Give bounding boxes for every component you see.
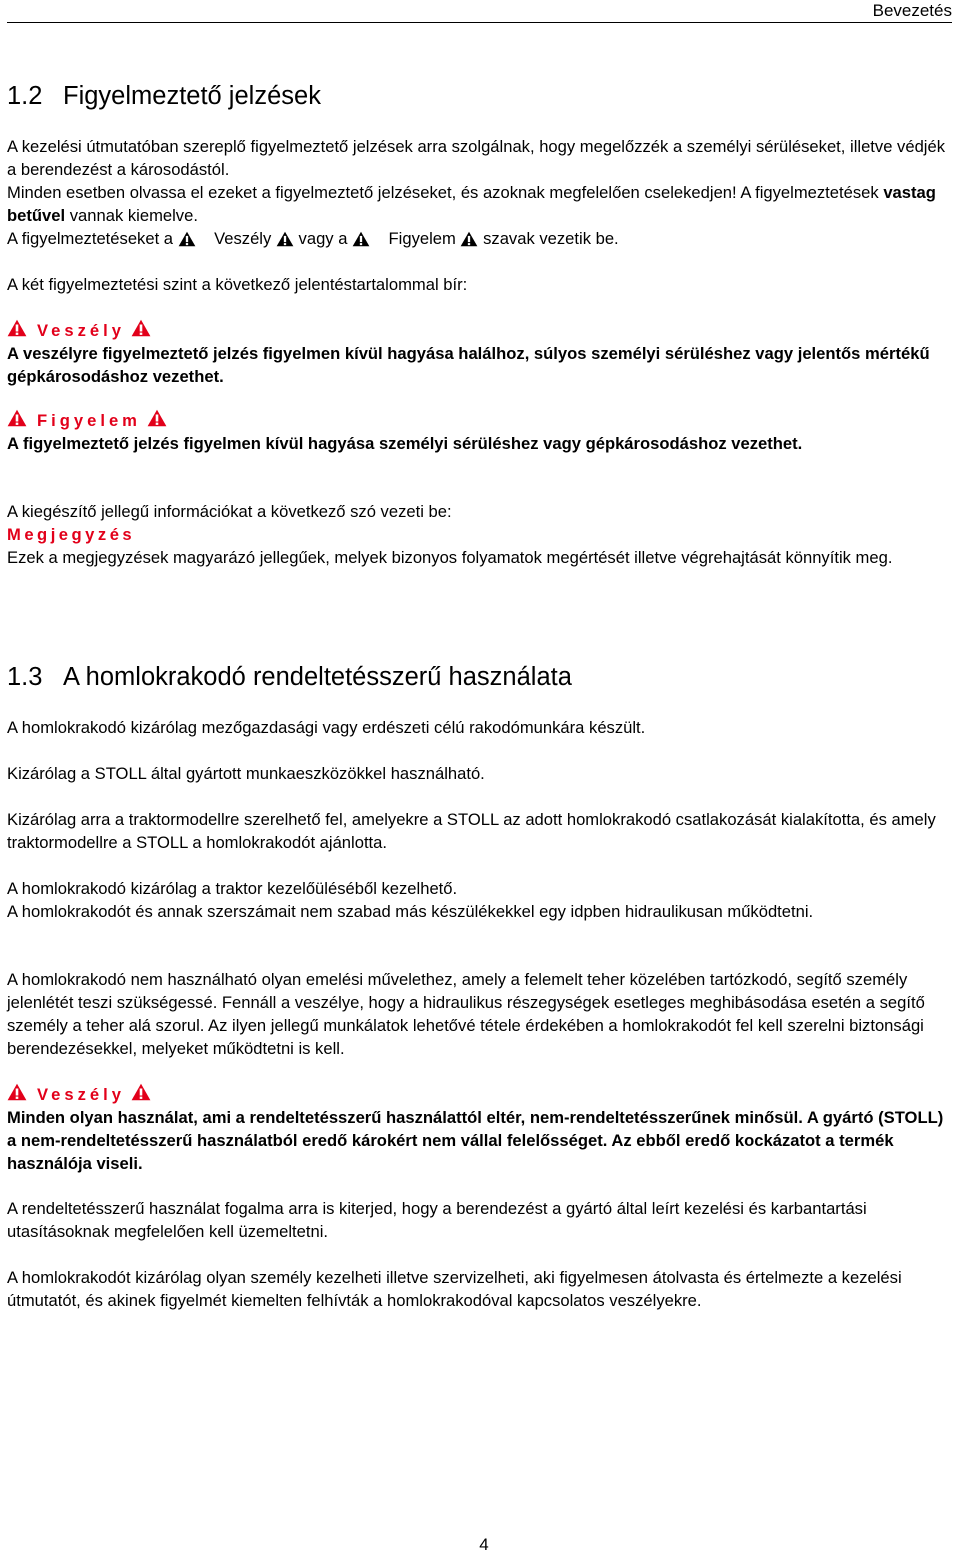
- warning-triangle-icon: [460, 231, 478, 247]
- usage-paragraph-1: A homlokrakodó kizárólag mezőgazdasági vagy erdészeti célú rakodómunkára készült.: [7, 718, 646, 737]
- header-section-name: Bevezetés: [872, 1, 952, 20]
- warning-triangle-icon: [131, 319, 151, 343]
- note-label: Megjegyzés: [7, 525, 136, 544]
- usage-paragraph-4a: A homlokrakodó kizárólag a traktor kezelőüléséből kezelhető.: [7, 879, 458, 898]
- section-1-3-heading: [7, 662, 572, 692]
- danger-description: A veszélyre figyelmeztető jelzés figyelmen kívül hagyása halálhoz, súlyos személyi sérüléshez vagy jelentős mértékű gépkárosodáshoz vezethet.: [7, 344, 930, 386]
- signal-words-vagy: vagy a: [298, 229, 348, 248]
- read-warnings-end: vannak kiemelve.: [69, 206, 198, 225]
- warning-triangle-icon: [7, 319, 27, 343]
- usage-paragraph-2: Kizárólag a STOLL által gyártott munkaeszközökkel használható.: [7, 764, 485, 783]
- danger-label: Veszély: [37, 321, 125, 340]
- signal-word-veszely: Veszély: [214, 229, 272, 248]
- danger-label-2: Veszély: [37, 1085, 125, 1104]
- signal-words-end: szavak vezetik be.: [483, 229, 619, 248]
- usage-paragraph-7: A homlokrakodót kizárólag olyan személy kezelheti illetve szervizelheti, aki figyelmesen átolvasta és értelmezte a kezelési útmutatót, és akinek figyelmét kiemelten felhívták a homlokrakodóval kapcsolatos veszélyekre.: [7, 1268, 902, 1310]
- caution-heading: [7, 410, 167, 432]
- danger-heading-2: [7, 1084, 151, 1106]
- usage-paragraph-4b: A homlokrakodót és annak szerszámait nem szabad más készülékekkel egy idpben hidraulikusan működtetni.: [7, 902, 814, 921]
- read-warnings-text: Minden esetben olvassa el ezeket a figyelmeztető jelzéseket, és azoknak megfelelően cselekedjen! A figyelmeztetések: [7, 183, 879, 202]
- warning-triangle-icon: [147, 409, 167, 433]
- section-1-2-number: 1.2: [7, 82, 43, 110]
- usage-paragraph-6: A rendeltetésszerű használat fogalma arra is kiterjed, hogy a berendezést a gyártó által leírt kezelési és karbantartási utasításoknak megfelelően kell üzemeltetni.: [7, 1199, 867, 1241]
- caution-label: Figyelem: [37, 411, 141, 430]
- usage-paragraph-3: Kizárólag arra a traktormodellre szerelhető fel, amelyekre a STOLL az adott homlokrakodó csatlakozását kialakította, és amely traktormodellre a STOLL a homlokrakodót ajánlotta.: [7, 810, 936, 852]
- warning-triangle-icon: [178, 231, 196, 247]
- caution-description: A figyelmeztető jelzés figyelmen kívül hagyása személyi sérüléshez vagy gépkárosodáshoz vezethet.: [7, 434, 803, 453]
- usage-paragraph-5: A homlokrakodó nem használható olyan emelési művelethez, amely a felemelt teher közelében tartózkodó, segítő személy jelenlétét teszi szükségessé. Fennáll a veszélye, hogy a hidraulikus részegységek esetleges meghibásodása esetén a segítő személy a teher alá szorul. Az ilyen jellegű munkálatok lehetővé tétele érdekében a homlokrakodót fel kell szerelni biztonsági berendezésekkel, melyeket működtetni is kell.: [7, 970, 925, 1058]
- note-description: Ezek a megjegyzések magyarázó jellegűek, melyek bizonyos folyamatok megértését illetve végrehajtását könnyítik meg.: [7, 548, 893, 567]
- note-intro: A kiegészítő jellegű információkat a következő szó vezeti be:: [7, 502, 452, 521]
- section-1-3-title: A homlokrakodó rendeltetésszerű használata: [63, 663, 572, 691]
- warning-triangle-icon: [131, 1083, 151, 1107]
- warning-triangle-icon: [7, 409, 27, 433]
- section-1-3-number: 1.3: [7, 663, 43, 691]
- warning-triangle-icon: [276, 231, 294, 247]
- misuse-danger-description: Minden olyan használat, ami a rendeltetésszerű használattól eltér, nem-rendeltetésszerűnek minősül. A gyártó (STOLL) a nem-rendeltetésszerű használatból eredő károkért nem vállal felelősséget. Az ebből eredő kockázatot a termék használója viseli.: [7, 1108, 944, 1173]
- warning-triangle-icon: [352, 231, 370, 247]
- warning-levels-intro: A két figyelmeztetési szint a következő jelentéstartalommal bír:: [7, 275, 468, 294]
- section-1-2-heading: [7, 81, 321, 111]
- signal-words-part1: A figyelmeztetéseket a: [7, 229, 174, 248]
- signal-words-paragraph: [7, 227, 957, 250]
- section-1-2-title: Figyelmeztető jelzések: [63, 82, 321, 110]
- intro-paragraph: A kezelési útmutatóban szereplő figyelmeztető jelzések arra szolgálnak, hogy megelőzzék a személyi sérüléseket, illetve védjék a berendezést a károsodástól.: [7, 137, 946, 179]
- bold-emphasis-text: vastag betűvel: [7, 183, 936, 225]
- page-number: 4: [479, 1535, 489, 1554]
- warning-triangle-icon: [7, 1083, 27, 1107]
- read-warnings-paragraph: [7, 181, 957, 227]
- header-divider: [7, 22, 952, 23]
- danger-heading: [7, 320, 151, 342]
- signal-word-figyelem: Figyelem: [388, 229, 456, 248]
